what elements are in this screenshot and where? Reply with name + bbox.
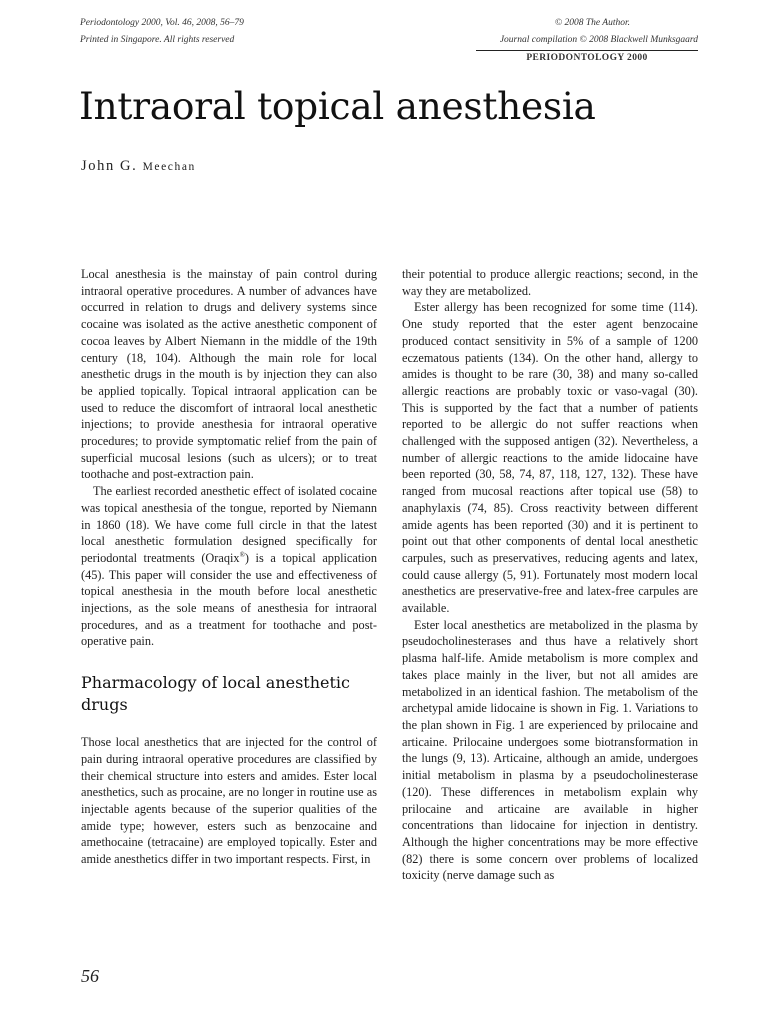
author-family: Meechan [142,161,196,173]
running-header-right [476,15,698,65]
paragraph [81,483,377,650]
paragraph-text: ) is a topical application (45). This paper will consider the use and effectiveness of topical anesthesia in the mouth before local anesthetic injections, as the sole means of anesthesia for intraoral procedures, and as a treatment for toothache and post-operative pain. [81,550,377,649]
journal-name: PERIODONTOLOGY 2000 [476,50,698,65]
paragraph-text: The earliest recorded anesthetic effect of isolated cocaine was topical anesthesia of the tongue, reported by Niemann in 1860 (18). We have come full circle in that the latest local anesthetic formulation designed specifically for periodontal treatments (Oraqix [81,484,377,565]
paragraph: Local anesthesia is the mainstay of pain control during intraoral operative procedures. A number of advances have occurred in relation to drugs and delivery systems since cocaine was isolated as the active anesthetic component of cocoa leaves by Albert Niemann in the middle of the 19th century (18, 104). Although the main role for local anesthetic drugs in the mouth is by injection they can also be applied topically. Topical intraoral application can be used to reduce the discomfort of intraoral local anesthetic injections; to provide anesthesia for intraoral operative procedures; to provide symptomatic relief from the pain of superficial mucosal lesions (such as ulcers); or to treat toothache and post-extraction pain. [81,267,377,482]
registered-mark: ® [239,550,245,559]
paragraph: Ester allergy has been recognized for some time (114). One study reported that the ester agent benzocaine produced contact sensitivity in 5% of a sample of 1200 eczematous patients (134). On the other hand, allergy to amides is thought to be rare (30, 38) and many so-called allergic reactions are probably toxic or vaso-vagal (30). This is supported by the fact that a number of patients reported to be allergic do not suffer reactions when challenged with the supposed antigen (32). Nevertheless, a number of allergic reactions to the amide lidocaine have been reported (30, 58, 74, 87, 118, 127, 132). These have ranged from mucosal reactions after topical use (58) to anaphylaxis (74, 85). Cross reactivity between different amide agents has been reported (30) and it is pertinent to point out that other components of dental local anesthetic carpules, such as preservatives, reducing agents and latex, could cause allergy (5, 91). Fortunately most modern local anesthetics are preservative-free and latex-free carpules are available. [402,300,698,616]
text-column-left [81,266,377,868]
text-column-right [402,266,698,884]
copyright-line: © 2008 The Author. [554,18,630,28]
article-title: Intraoral topical anesthesia [79,84,596,128]
printed-line: Printed in Singapore. All rights reserved [80,35,235,45]
paragraph: Those local anesthetics that are injected for the control of pain during intraoral operative procedures are classified by their chemical structure into esters and amides. Ester local anesthetics, such as procaine, are no longer in routine use as injectable agents because of the superior qualities of the amide type; however, esters such as benzocaine and amethocaine (tetracaine) are employed topically. Ester and amide anesthetics differ in two important respects. First, in [81,735,377,867]
author-name [81,158,196,175]
page-number: 56 [81,966,99,986]
author-given: John G. [81,158,138,174]
paragraph: Ester local anesthetics are metabolized in the plasma by pseudocholinesterases and thus have a relatively short plasma half-life. Amide metabolism is more complex and takes place mainly in the liver, but not all amides are metabolized in an identical fashion. The metabolism of the archetypal amide lidocaine is shown in Fig. 1. Variations to the plan shown in Fig. 1 are experienced by prilocaine and articaine. Prilocaine undergoes some biotransformation in the lungs (9, 13). Articaine, although an amide, undergoes initial metabolism in plasma by a pseudocholinesterase (120). These differences in metabolism explain why prilocaine and articaine are available in higher concentrations than lidocaine for injection in dentistry. Although the higher concentrations may be more effective (82) there is some concern over problems of localized toxicity (nerve damage such as [402,617,698,883]
paragraph: their potential to produce allergic reactions; second, in the way they are metabolized. [402,267,698,298]
citation-line: Periodontology 2000, Vol. 46, 2008, 56–79 [80,18,244,28]
section-heading: Pharmacology of local anesthetic drugs [81,673,351,715]
compilation-line: Journal compilation © 2008 Blackwell Munksgaard [499,35,698,45]
running-header-left [80,15,244,49]
